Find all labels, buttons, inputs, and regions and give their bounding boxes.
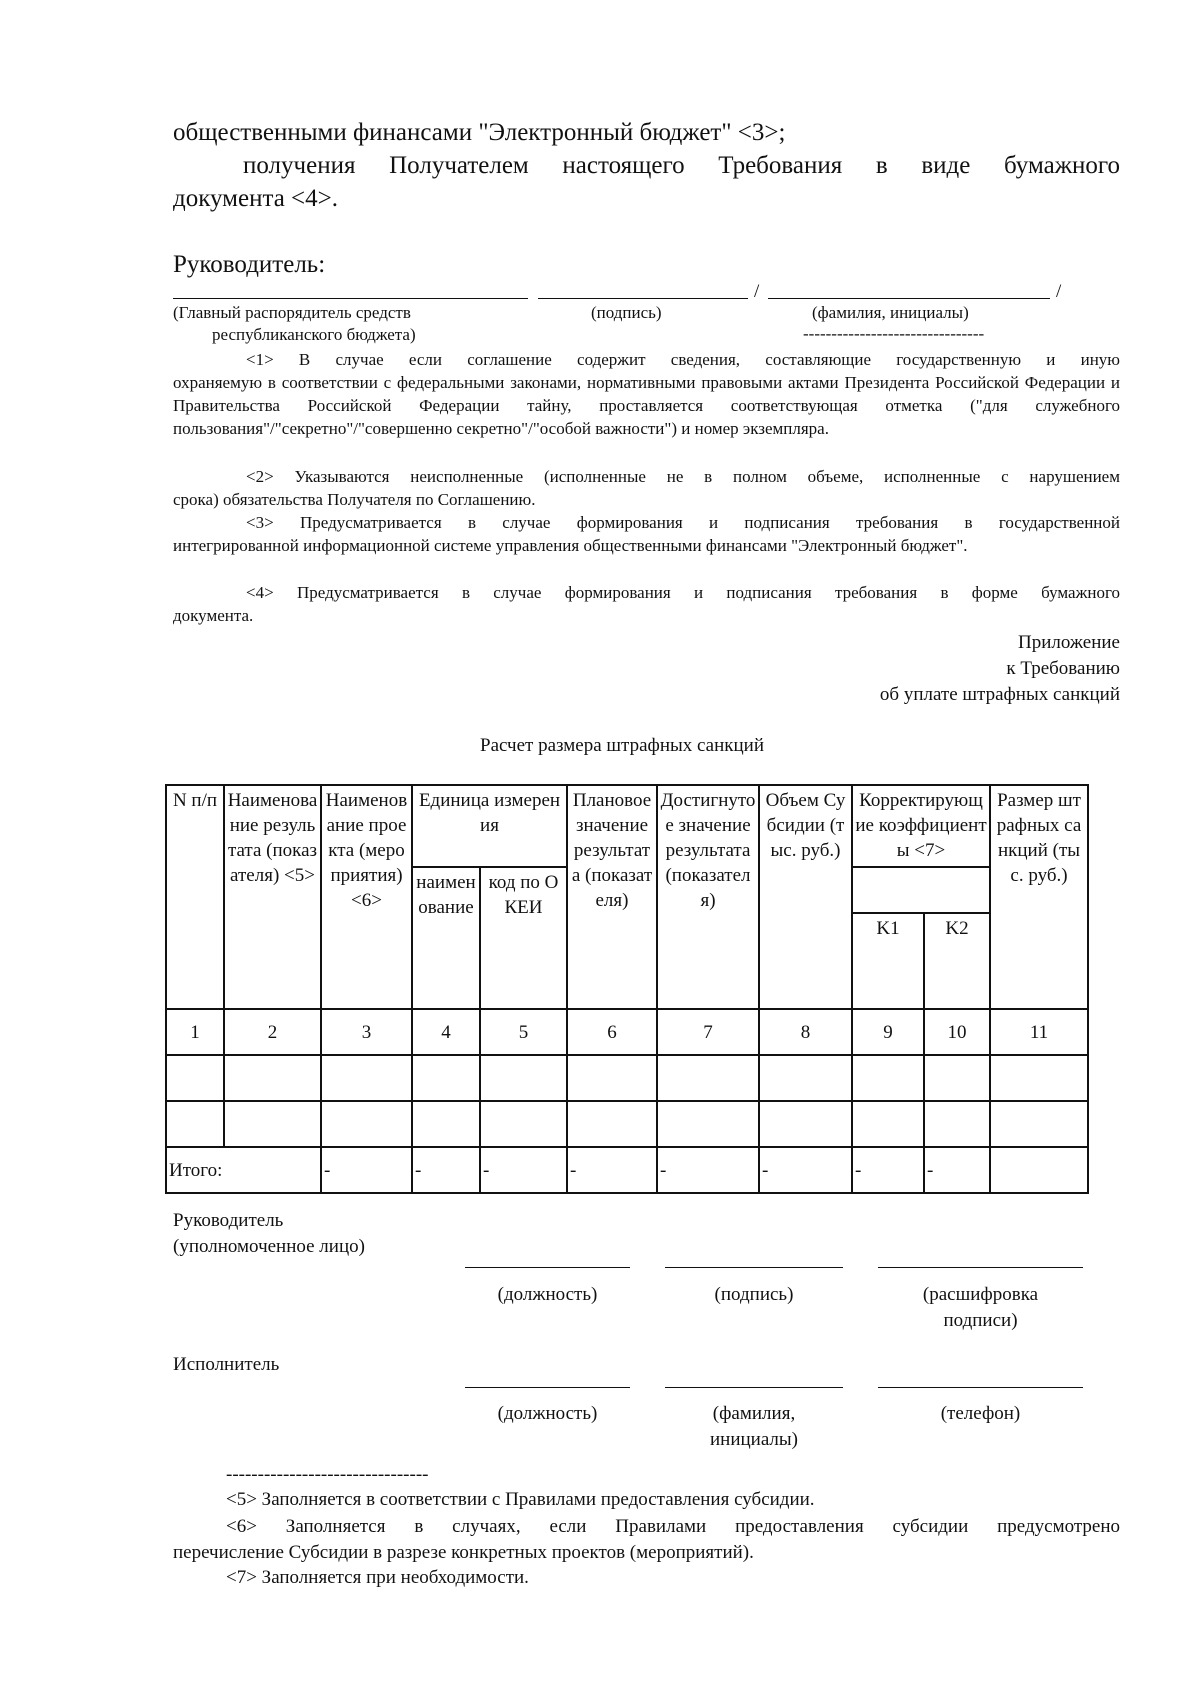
header-unit-okei: код по ОКЕИ xyxy=(480,867,567,1009)
header-coefficients: Корректирующие коэффициенты <7> xyxy=(852,785,990,867)
appendix-line-3: об уплате штрафных санкций xyxy=(879,684,1120,705)
footnote-3-rest: интегрированной информационной системе управления общественными финансами "Электронный бюджет". xyxy=(173,536,968,555)
footnote-7: <7> Заполняется при необходимости. xyxy=(226,1567,529,1588)
caption-position: (должность) xyxy=(497,1284,598,1305)
table-cell xyxy=(166,1055,224,1101)
footnote-4-first: <4> Предусматривается в случае формирования и подписания требования в форме бумажного xyxy=(246,583,1120,602)
footnote-2 xyxy=(173,465,1120,511)
col-number: 2 xyxy=(224,1009,321,1055)
header-plan: Плановое значение результата (показателя) xyxy=(567,785,657,1009)
head-label-2: (уполномоченное лицо) xyxy=(173,1236,365,1257)
footnote-6-first: <6> Заполняется в случаях, если Правилами предоставления субсидии предусмотрено xyxy=(226,1516,1120,1537)
table-cell xyxy=(924,1055,990,1101)
footnote-2-rest: срока) обязательства Получателя по Соглашению. xyxy=(173,490,536,509)
caption-decode: (расшифровка подписи) xyxy=(922,1284,1039,1331)
table-cell xyxy=(657,1101,759,1147)
col-number: 11 xyxy=(990,1009,1088,1055)
sign-line xyxy=(538,298,748,299)
table-row xyxy=(166,1101,1088,1147)
header-achieved: Достигнутое значение результата (показателя) xyxy=(657,785,759,1009)
table-cell xyxy=(224,1055,321,1101)
top-line-1: общественными финансами "Электронный бюджет" <3>; xyxy=(173,119,786,146)
col-number: 1 xyxy=(166,1009,224,1055)
table-cell xyxy=(759,1101,852,1147)
slash-2: / xyxy=(1056,281,1062,302)
appendix-line-1: Приложение xyxy=(1018,632,1120,653)
number-row xyxy=(166,1009,1088,1055)
head-label-1: Руководитель xyxy=(173,1210,284,1231)
total-dash: - xyxy=(567,1147,657,1193)
footnote-4 xyxy=(173,581,1120,627)
separator-2: -------------------------------- xyxy=(226,1464,429,1485)
table-row xyxy=(166,1055,1088,1101)
total-dash: - xyxy=(759,1147,852,1193)
header-unit-name: наименование xyxy=(412,867,480,1009)
header-volume: Объем Субсидии (тыс. руб.) xyxy=(759,785,852,1009)
table-cell xyxy=(224,1101,321,1147)
table-cell xyxy=(412,1101,480,1147)
total-dash: - xyxy=(480,1147,567,1193)
caption-position-2: (должность) xyxy=(497,1403,598,1424)
footnote-4-rest: документа. xyxy=(173,606,254,625)
header-size: Размер штрафных санкций (тыс. руб.) xyxy=(990,785,1088,1009)
header-project: Наименование проекта (мероприятия) <6> xyxy=(321,785,412,1009)
footnote-3 xyxy=(173,511,1120,557)
position-line-2 xyxy=(465,1387,630,1388)
header-k1: K1 xyxy=(852,913,924,1009)
executor-label: Исполнитель xyxy=(173,1354,280,1375)
col-number: 3 xyxy=(321,1009,412,1055)
position-line xyxy=(465,1267,630,1268)
total-dash: - xyxy=(321,1147,412,1193)
caption-org-2: республиканского бюджета) xyxy=(212,325,416,344)
footnote-1-rest: охраняемую в соответствии с федеральными законами, нормативными правовыми актами Президента Российской Федерации и Правительства Российской Федерации тайну, проставляется соответствующая отметка ("для служебного пользования"/"секретно"/"совершенно секретно"/"особой важности") и номер экземпляра. xyxy=(173,373,1120,438)
col-number: 9 xyxy=(852,1009,924,1055)
header-coef-spacer xyxy=(852,867,990,913)
total-dash: - xyxy=(412,1147,480,1193)
top-line-2: получения Получателем настоящего Требования в виде бумажного xyxy=(243,152,1120,179)
appendix-line-2: к Требованию xyxy=(1006,658,1120,679)
total-dash: - xyxy=(852,1147,924,1193)
name-line xyxy=(768,298,1050,299)
header-unit: Единица измерения xyxy=(412,785,567,867)
col-number: 10 xyxy=(924,1009,990,1055)
col-number: 5 xyxy=(480,1009,567,1055)
total-cell-empty xyxy=(990,1147,1088,1193)
table-cell xyxy=(852,1101,924,1147)
table-cell xyxy=(567,1055,657,1101)
table-cell xyxy=(852,1055,924,1101)
header-num: N п/п xyxy=(166,785,224,1009)
slash-1: / xyxy=(754,281,760,302)
penalty-calc-table xyxy=(165,784,1089,1194)
table-cell xyxy=(480,1055,567,1101)
footnote-3-first: <3> Предусматривается в случае формирования и подписания требования в государственной xyxy=(246,513,1120,532)
header-k2: K2 xyxy=(924,913,990,1009)
table-cell xyxy=(924,1101,990,1147)
table-cell xyxy=(321,1055,412,1101)
footnote-1 xyxy=(173,348,1120,440)
head-label xyxy=(173,1208,365,1260)
footnote-1-first: <1> В случае если соглашение содержит сведения, составляющие государственную и иную xyxy=(246,350,1120,369)
footnote-6-rest: перечисление Субсидии в разрезе конкретных проектов (мероприятий). xyxy=(173,1542,754,1563)
table-cell xyxy=(567,1101,657,1147)
caption-signature: (подпись) xyxy=(591,303,662,322)
signature-line xyxy=(665,1267,843,1268)
col-number: 6 xyxy=(567,1009,657,1055)
table-cell xyxy=(990,1055,1088,1101)
table-cell xyxy=(412,1055,480,1101)
footnote-5: <5> Заполняется в соответствии с Правилами предоставления субсидии. xyxy=(226,1489,815,1510)
table-cell xyxy=(759,1055,852,1101)
caption-name: (фамилия, инициалы) xyxy=(812,303,969,322)
caption-org-1: (Главный распорядитель средств xyxy=(173,303,411,322)
appendix-block xyxy=(720,630,1120,708)
col-number: 8 xyxy=(759,1009,852,1055)
col-number: 4 xyxy=(412,1009,480,1055)
table-cell xyxy=(657,1055,759,1101)
footnote-6 xyxy=(173,1514,1120,1566)
caption-fio: (фамилия, инициалы) xyxy=(709,1403,798,1450)
header-result: Наименование результата (показателя) <5> xyxy=(224,785,321,1009)
fio-line xyxy=(665,1387,843,1388)
footnote-2-first: <2> Указываются неисполненные (исполненные не в полном объеме, исполненные с нарушением xyxy=(246,467,1120,486)
caption-phone: (телефон) xyxy=(940,1403,1021,1424)
caption-signature-2: (подпись) xyxy=(714,1284,794,1305)
col-number: 7 xyxy=(657,1009,759,1055)
total-dash: - xyxy=(657,1147,759,1193)
total-row xyxy=(166,1147,1088,1193)
table-cell xyxy=(166,1101,224,1147)
phone-line xyxy=(878,1387,1083,1388)
top-line-3: документа <4>. xyxy=(173,185,339,212)
head-title: Руководитель: xyxy=(173,251,326,278)
separator-1: -------------------------------- xyxy=(803,324,985,343)
org-line xyxy=(173,298,528,299)
decode-line xyxy=(878,1267,1083,1268)
table-title: Расчет размера штрафных санкций xyxy=(480,735,764,756)
table-cell xyxy=(480,1101,567,1147)
table-cell xyxy=(321,1101,412,1147)
total-dash: - xyxy=(924,1147,990,1193)
table-cell xyxy=(990,1101,1088,1147)
total-label: Итого: xyxy=(166,1147,321,1193)
